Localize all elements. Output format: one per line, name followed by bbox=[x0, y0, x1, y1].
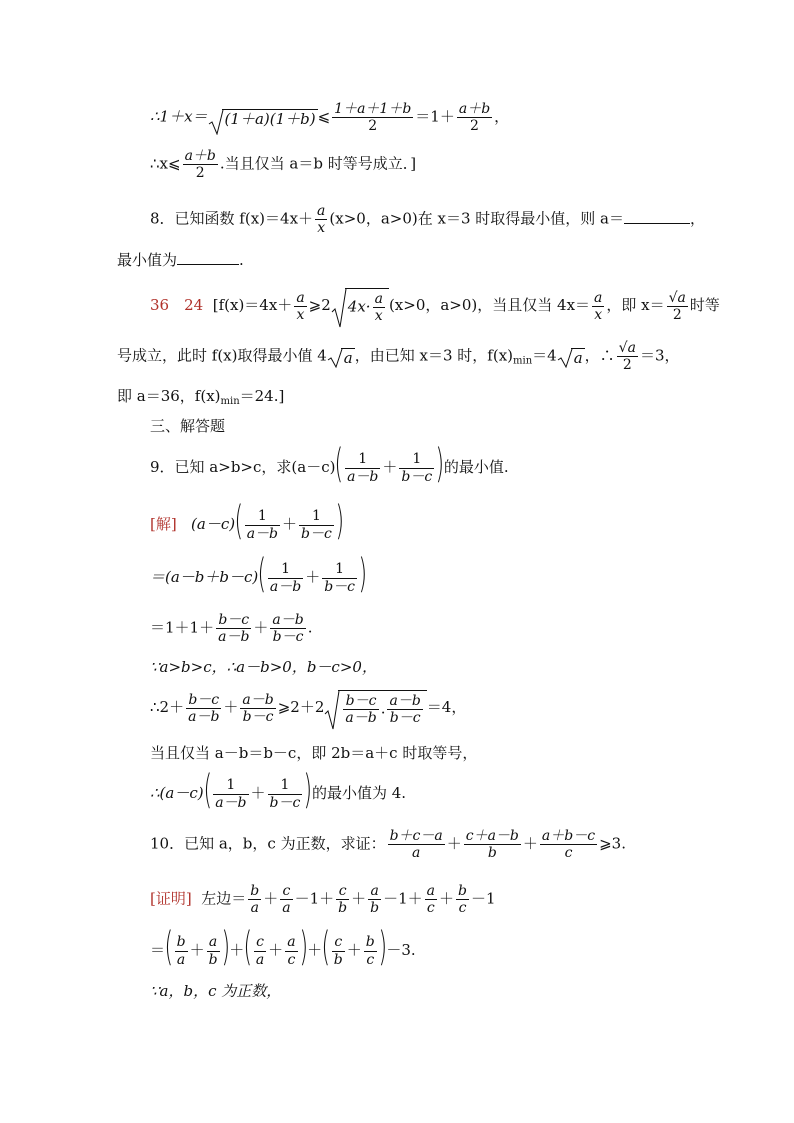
text: (a－c) bbox=[191, 515, 236, 533]
text: . bbox=[380, 699, 386, 718]
proof-tag: [证明] bbox=[150, 889, 192, 908]
fraction bbox=[183, 148, 218, 181]
denominator: a－b bbox=[269, 578, 302, 595]
numerator: a bbox=[426, 883, 436, 899]
text: ＋ bbox=[189, 941, 205, 959]
answer-blank-2 bbox=[177, 250, 239, 265]
sqrt-expr bbox=[324, 690, 426, 726]
denominator: a bbox=[250, 900, 259, 917]
text: . bbox=[307, 618, 313, 637]
sqrt-expr bbox=[557, 348, 585, 366]
text: ＝24.] bbox=[239, 387, 285, 405]
denominator: b－c bbox=[401, 468, 433, 485]
denominator: a bbox=[282, 900, 291, 917]
fraction bbox=[617, 340, 638, 373]
numerator: b＋c－a bbox=[389, 828, 443, 844]
text: ， bbox=[494, 107, 510, 126]
numerator: √a bbox=[668, 289, 686, 306]
text: ＋ bbox=[439, 889, 455, 908]
text: ＝ bbox=[150, 941, 166, 959]
denominator: c bbox=[426, 900, 435, 917]
fraction bbox=[464, 828, 521, 861]
denominator: c bbox=[564, 845, 573, 862]
right-paren: ) bbox=[358, 551, 368, 597]
question-8 bbox=[150, 203, 705, 236]
text: ＋ bbox=[346, 941, 362, 959]
answer-8-line-2 bbox=[117, 340, 679, 373]
fraction bbox=[592, 290, 604, 323]
denominator: b bbox=[338, 900, 348, 917]
denominator: a－b bbox=[345, 710, 377, 727]
fraction bbox=[456, 883, 469, 916]
right-paren: ) bbox=[299, 924, 308, 970]
numerator: b－c bbox=[186, 692, 221, 709]
fraction bbox=[216, 612, 251, 645]
text: ＋ bbox=[351, 889, 367, 908]
numerator: 1 bbox=[345, 451, 380, 468]
text: ∴1＋x＝ bbox=[150, 107, 208, 126]
numerator: √a bbox=[618, 340, 636, 356]
fraction bbox=[254, 934, 266, 967]
text: ＋ bbox=[253, 618, 269, 637]
text: ∵a>b>c，∴a－b>0，b－c>0， bbox=[150, 658, 377, 676]
denominator: a－b bbox=[188, 708, 220, 725]
text: ＋ bbox=[223, 698, 239, 717]
denominator: b－c bbox=[269, 794, 301, 811]
denominator: 2 bbox=[470, 118, 479, 135]
text: －1 bbox=[471, 889, 496, 908]
text: ， bbox=[689, 209, 705, 228]
left-paren: ( bbox=[164, 924, 174, 970]
denominator: b bbox=[333, 951, 343, 968]
line-2 bbox=[150, 148, 416, 181]
fraction bbox=[667, 290, 688, 323]
text: ⩽ bbox=[317, 107, 331, 126]
text: ＝(a－b＋b－c) bbox=[150, 568, 259, 586]
fraction bbox=[343, 693, 378, 726]
answer-blank-1 bbox=[624, 209, 690, 224]
text: ＝1＋ bbox=[415, 107, 455, 126]
denominator: x bbox=[317, 220, 326, 237]
fraction bbox=[315, 203, 327, 236]
numerator: 1 bbox=[268, 561, 303, 578]
text: ∵a，b，c 为正数， bbox=[150, 982, 282, 1000]
denominator: 2 bbox=[672, 306, 682, 323]
proof-10-line-3 bbox=[150, 984, 281, 999]
numerator: a bbox=[207, 934, 220, 951]
line-1 bbox=[150, 101, 509, 134]
fraction bbox=[368, 883, 381, 916]
text: ＋ bbox=[522, 834, 538, 853]
numerator: c bbox=[336, 883, 349, 900]
radicand: a bbox=[341, 348, 355, 366]
left-paren: ( bbox=[234, 498, 244, 544]
answer-8-line-1 bbox=[150, 288, 720, 324]
numerator: c bbox=[254, 934, 266, 951]
text: [f(x)＝4x＋ bbox=[212, 296, 293, 315]
question-8-cont bbox=[117, 250, 244, 268]
text: (x>0，a>0)在 x＝3 时取得最小值，则 a＝ bbox=[329, 209, 624, 228]
fraction bbox=[270, 612, 305, 645]
text: －1＋ bbox=[294, 889, 335, 908]
text: ⩾2＋2 bbox=[277, 698, 325, 717]
text: .当且仅当 a＝b 时等号成立．] bbox=[219, 154, 417, 173]
denominator: 2 bbox=[368, 118, 378, 135]
right-paren: ) bbox=[378, 924, 387, 970]
left-paren: ( bbox=[203, 767, 212, 813]
left-paren: ( bbox=[257, 551, 267, 597]
radicand: a bbox=[571, 348, 585, 366]
left-paren: ( bbox=[243, 924, 253, 970]
fraction bbox=[240, 692, 275, 725]
text: ，由已知 x＝3 时，f(x) bbox=[354, 346, 514, 365]
numerator: 1 bbox=[245, 508, 280, 525]
numerator: a＋b bbox=[184, 148, 216, 164]
denominator: 2 bbox=[195, 165, 205, 182]
text: ＋ bbox=[305, 568, 321, 586]
right-paren: ) bbox=[303, 767, 313, 813]
fraction bbox=[322, 561, 357, 594]
fraction bbox=[268, 777, 303, 810]
text: 左边＝ bbox=[201, 889, 247, 908]
text: 当且仅当 a－b＝b－c，即 2b＝a＋c 时取等号， bbox=[150, 744, 478, 762]
numerator: b－c bbox=[343, 693, 378, 710]
radicand bbox=[345, 288, 389, 324]
fraction bbox=[294, 290, 306, 323]
radicand bbox=[338, 690, 426, 726]
fraction bbox=[345, 451, 380, 484]
denominator: b bbox=[487, 845, 497, 862]
sqrt-expr bbox=[208, 109, 318, 127]
section-title: 三、解答题 bbox=[150, 417, 226, 435]
text: ⩾2 bbox=[308, 296, 331, 315]
text: ⩾3. bbox=[599, 834, 626, 853]
right-paren: ) bbox=[335, 498, 344, 544]
left-paren: ( bbox=[334, 441, 344, 487]
text: ＋ bbox=[282, 515, 298, 533]
numerator: 1 bbox=[213, 777, 248, 794]
numerator: a bbox=[287, 934, 296, 951]
denominator: a－b bbox=[218, 629, 250, 646]
denominator: x bbox=[296, 306, 305, 323]
solution-9-line-5 bbox=[150, 690, 466, 726]
numerator: a bbox=[296, 289, 305, 306]
text: ＋ bbox=[382, 458, 398, 476]
text: 的最小值. bbox=[443, 458, 509, 476]
proof-10-line-2 bbox=[150, 924, 416, 971]
fraction bbox=[207, 934, 220, 967]
text: ∴2＋ bbox=[150, 698, 185, 717]
left-paren: ( bbox=[321, 924, 331, 970]
text: ∴(a－c) bbox=[150, 784, 204, 802]
text: 即 a＝36，f(x) bbox=[117, 387, 221, 405]
question-9 bbox=[150, 441, 509, 488]
numerator: 1 bbox=[268, 777, 303, 794]
text: 8．已知函数 f(x)＝4x＋ bbox=[150, 209, 314, 228]
solution-9-line-1 bbox=[150, 498, 344, 545]
text: －3. bbox=[386, 941, 416, 959]
solution-9-line-3 bbox=[150, 612, 313, 645]
text: ＝4 bbox=[532, 346, 557, 365]
numerator: a－b bbox=[242, 691, 274, 708]
section-heading bbox=[150, 419, 225, 434]
text: ＋ bbox=[307, 941, 323, 959]
radicand: (1＋a)(1＋b) bbox=[222, 109, 318, 127]
fraction bbox=[457, 101, 492, 134]
sqrt-expr bbox=[327, 348, 355, 366]
text: ＋ bbox=[446, 834, 462, 853]
denominator: b－c bbox=[242, 708, 274, 725]
numerator: 1 bbox=[299, 508, 334, 525]
numerator: c bbox=[332, 934, 345, 951]
subscript: min bbox=[513, 355, 533, 367]
numerator: b－c bbox=[216, 612, 251, 629]
fraction bbox=[248, 883, 261, 916]
numerator: a bbox=[368, 883, 381, 900]
subscript: min bbox=[220, 396, 240, 407]
text: 9．已知 a>b>c，求(a－c) bbox=[150, 458, 336, 476]
fraction bbox=[285, 934, 297, 967]
text: ＝1＋1＋ bbox=[150, 618, 215, 637]
numerator: b bbox=[176, 934, 186, 951]
fraction bbox=[175, 934, 188, 967]
denominator: b－c bbox=[272, 629, 304, 646]
numerator: a－b bbox=[389, 693, 421, 709]
right-paren: ) bbox=[435, 441, 445, 487]
numerator: a bbox=[594, 289, 603, 306]
denominator: c bbox=[366, 951, 375, 968]
answer-8-line-3 bbox=[117, 389, 284, 407]
fraction bbox=[299, 508, 334, 541]
numerator: b bbox=[365, 934, 375, 951]
sqrt-expr bbox=[331, 288, 389, 324]
numerator: b bbox=[458, 883, 468, 899]
denominator: a－b bbox=[215, 794, 247, 811]
denominator: a－b bbox=[347, 468, 379, 485]
numerator: b bbox=[250, 883, 260, 899]
fraction bbox=[364, 934, 377, 967]
fraction bbox=[186, 692, 221, 725]
denominator: x bbox=[594, 306, 603, 323]
solution-9-line-7 bbox=[150, 767, 407, 814]
text: ＝4， bbox=[426, 698, 467, 717]
solution-tag: [解] bbox=[150, 515, 177, 533]
fraction bbox=[387, 693, 422, 726]
fraction bbox=[425, 883, 437, 916]
numerator: a＋b bbox=[458, 101, 491, 117]
text: －1＋ bbox=[383, 889, 423, 908]
fraction bbox=[332, 934, 345, 967]
numerator: a－b bbox=[272, 612, 304, 628]
right-paren: ) bbox=[221, 924, 230, 970]
fraction bbox=[245, 508, 280, 541]
denominator: b bbox=[208, 951, 218, 968]
denominator: b－c bbox=[324, 578, 356, 595]
denominator: 2 bbox=[622, 357, 632, 374]
denominator: x bbox=[374, 308, 383, 325]
text: ，即 x＝ bbox=[606, 296, 665, 315]
fraction bbox=[336, 883, 349, 916]
text: ＝3， bbox=[639, 346, 680, 365]
text: ＋ bbox=[250, 784, 266, 802]
fraction bbox=[399, 451, 434, 484]
numerator: c bbox=[280, 883, 292, 900]
text: ＋ bbox=[229, 941, 245, 959]
fraction bbox=[213, 777, 248, 810]
denominator: a bbox=[411, 845, 421, 862]
denominator: a bbox=[255, 951, 265, 968]
text: 时等 bbox=[689, 296, 720, 315]
denominator: a－b bbox=[246, 525, 279, 542]
numerator: a＋b－c bbox=[541, 828, 596, 844]
text: 号成立，此时 f(x)取得最小值 4 bbox=[117, 346, 327, 365]
fraction bbox=[332, 101, 413, 134]
fraction bbox=[540, 828, 597, 861]
numerator: c＋a－b bbox=[465, 828, 519, 844]
fraction bbox=[388, 828, 445, 861]
fraction bbox=[373, 291, 385, 324]
text: ∴x⩽ bbox=[150, 154, 181, 173]
denominator: b－c bbox=[301, 525, 332, 542]
solution-9-line-2 bbox=[150, 551, 368, 598]
numerator: a bbox=[317, 203, 326, 219]
fraction bbox=[280, 883, 292, 916]
question-10 bbox=[150, 828, 626, 861]
denominator: b bbox=[370, 900, 380, 917]
text: 的最小值为 4. bbox=[311, 784, 407, 802]
text: 4x· bbox=[347, 297, 371, 316]
numerator: 1＋a＋1＋b bbox=[334, 101, 412, 117]
text: 10．已知 a，b，c 为正数，求证： bbox=[150, 834, 386, 853]
text: ，∴ bbox=[584, 346, 615, 365]
denominator: b－c bbox=[389, 710, 421, 727]
text: . bbox=[239, 251, 244, 269]
numerator: a bbox=[374, 291, 383, 307]
numerator: 1 bbox=[322, 561, 357, 578]
text: (x>0，a>0)，当且仅当 4x＝ bbox=[388, 296, 591, 315]
fraction bbox=[268, 561, 303, 594]
solution-9-line-6 bbox=[150, 746, 477, 761]
answer-values: 36 24 bbox=[150, 296, 204, 315]
proof-10-line-1 bbox=[150, 883, 496, 916]
denominator: c bbox=[287, 951, 296, 968]
text: 最小值为 bbox=[117, 251, 178, 269]
text: ＋ bbox=[263, 889, 279, 908]
denominator: a bbox=[176, 951, 186, 968]
solution-9-line-4 bbox=[150, 660, 377, 675]
denominator: c bbox=[458, 900, 467, 917]
text: ＋ bbox=[268, 941, 284, 959]
numerator: 1 bbox=[399, 451, 434, 468]
